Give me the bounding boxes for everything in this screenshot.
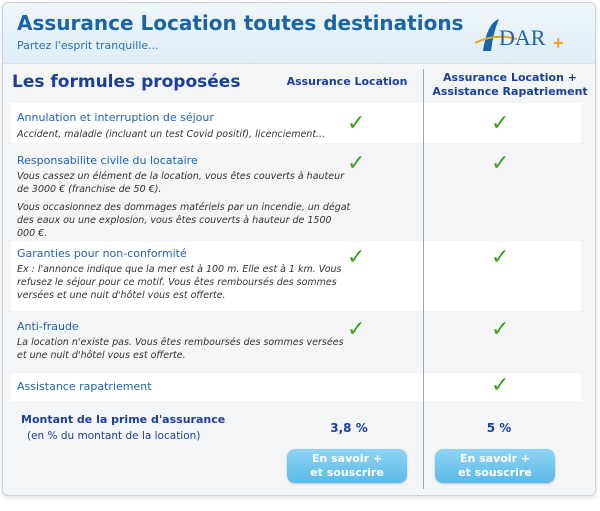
check-icon: ✓ xyxy=(347,245,366,270)
table-row xyxy=(11,315,581,367)
column-header-line1: Assurance Location + xyxy=(443,71,577,84)
table-row xyxy=(11,373,581,401)
svg-text:+: + xyxy=(553,33,564,53)
premium-label: Montant de la prime d'assurance xyxy=(21,413,226,426)
check-icon: ✓ xyxy=(491,111,510,136)
svg-text:DAR: DAR xyxy=(499,25,546,50)
column-divider xyxy=(423,69,424,489)
header xyxy=(3,3,595,64)
premium-value-location: 3,8 % xyxy=(330,421,368,435)
row-description: La location n'existe pas. Vous êtes remboursés des sommes versées et une nuit d'hôtel vous est offerte. xyxy=(17,337,344,361)
row-description: Vous occasionnez des dommages matériels par un incendie, un dégat des eaux ou une explosion, vous êtes couverts à hauteur de 1500 000 €. xyxy=(17,202,351,239)
row-title: Anti-fraude xyxy=(17,320,79,333)
column-header-line2: Assistance Rapatriement xyxy=(432,85,588,98)
button-label-line2: et souscrire xyxy=(310,466,384,479)
table-row xyxy=(11,149,581,237)
adar-logo xyxy=(465,15,575,55)
row-title: Garanties pour non-conformité xyxy=(17,247,187,260)
check-icon: ✓ xyxy=(347,111,366,136)
check-icon: ✓ xyxy=(491,245,510,270)
table-row xyxy=(11,241,581,311)
check-icon: ✓ xyxy=(347,151,366,176)
learn-more-subscribe-button-location-assistance[interactable] xyxy=(435,449,555,483)
page-title: Assurance Location toutes destinations xyxy=(17,11,464,35)
check-icon: ✓ xyxy=(491,373,510,398)
table-row xyxy=(11,103,581,143)
row-title: Assistance rapatriement xyxy=(17,380,152,393)
row-description: Vous cassez un élément de la location, vous êtes couverts à hauteur de 3000 € (franchise de 50 €). xyxy=(17,171,345,195)
page-subtitle: Partez l'esprit tranquille... xyxy=(17,39,159,52)
row-description: Accident, maladie (incluant un test Covid positif), licenciement... xyxy=(17,129,326,140)
learn-more-subscribe-button-location[interactable] xyxy=(287,449,407,483)
row-title: Annulation et interruption de séjour xyxy=(17,111,214,124)
check-icon: ✓ xyxy=(491,317,510,342)
row-title: Responsabilite civile du locataire xyxy=(17,154,198,167)
insurance-panel xyxy=(2,2,596,496)
button-label-line2: et souscrire xyxy=(458,466,532,479)
formulas-heading: Les formules proposées xyxy=(12,72,241,92)
button-label-line1: En savoir + xyxy=(311,452,383,465)
premium-value-location-assistance: 5 % xyxy=(486,421,512,435)
check-icon: ✓ xyxy=(347,317,366,342)
column-header-location: Assurance Location xyxy=(286,75,408,88)
check-icon: ✓ xyxy=(491,151,510,176)
button-label-line1: En savoir + xyxy=(459,452,531,465)
row-description: Ex : l'annonce indique que la mer est à 100 m. Elle est à 1 km. Vous refusez le séjour pour ce motif. Vous êtes remboursés des sommes versées et une nuit d'hôtel vous est offerte. xyxy=(17,264,342,301)
column-header-location-assistance xyxy=(427,71,593,99)
premium-sublabel: (en % du montant de la location) xyxy=(27,430,201,442)
